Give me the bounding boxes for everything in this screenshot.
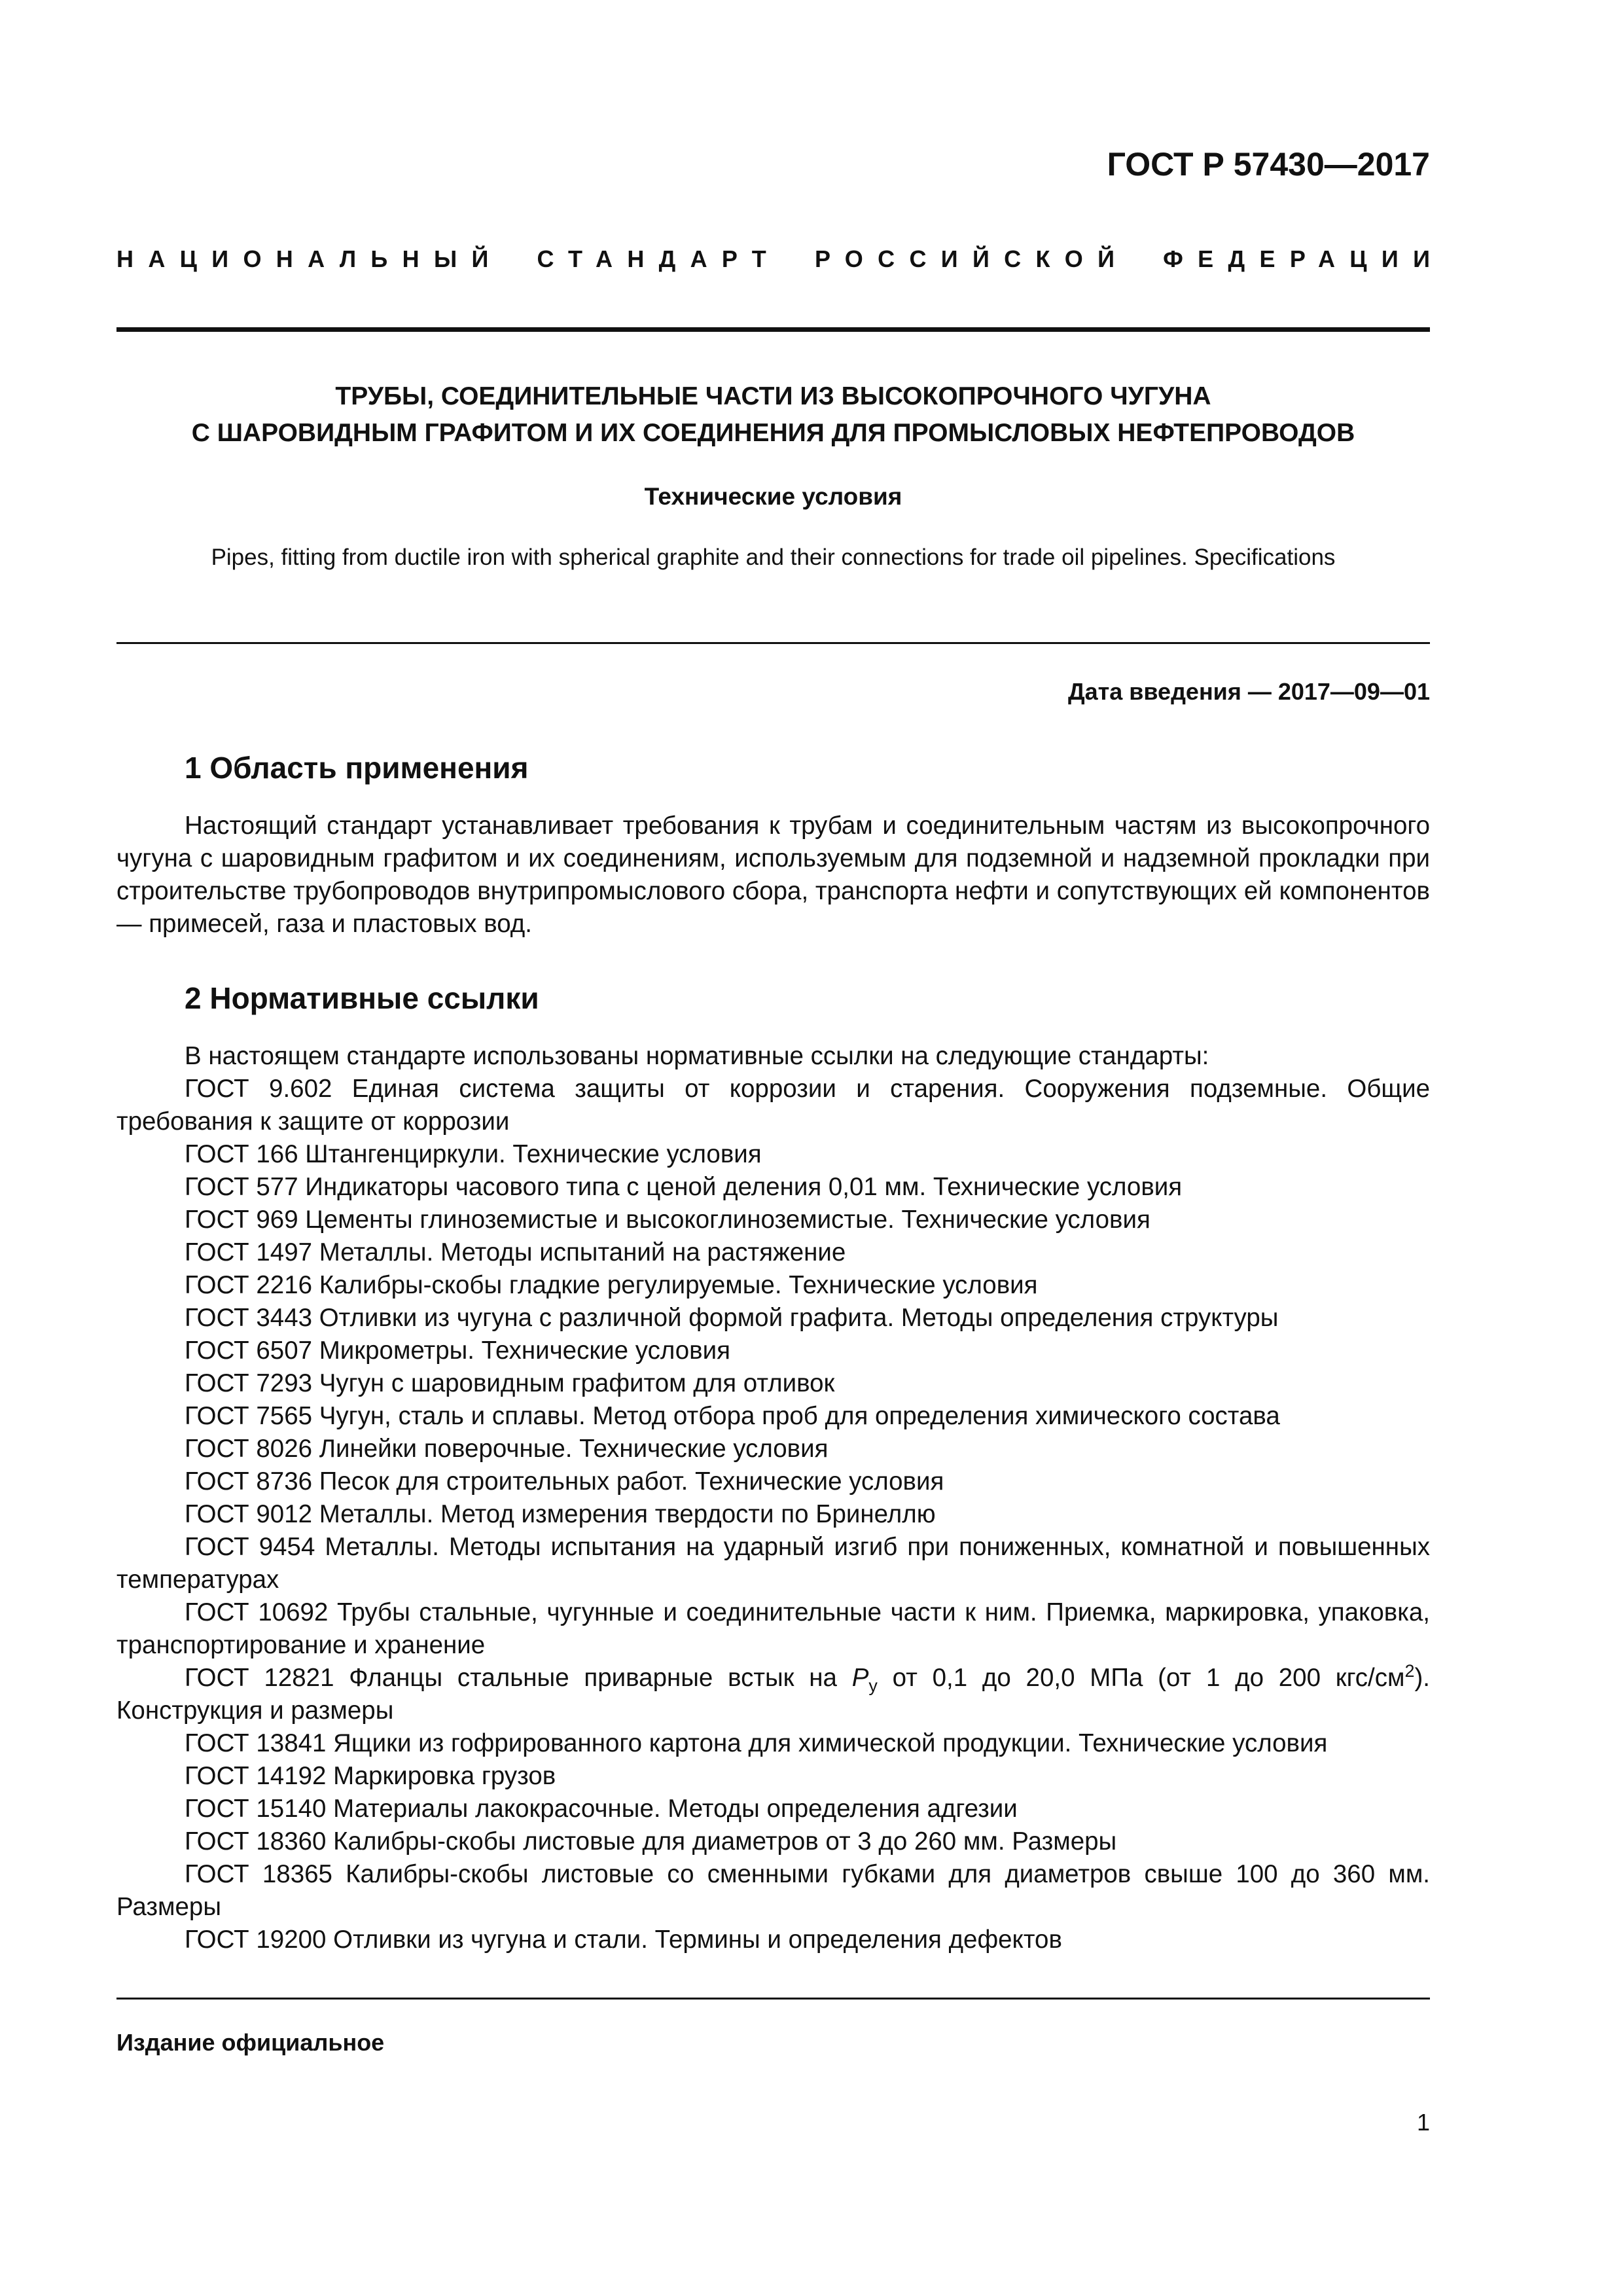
- reference-item: ГОСТ 15140 Материалы лакокрасочные. Методы определения адгезии: [185, 1795, 1018, 1823]
- banner-word: НАЦИОНАЛЬНЫЙ: [116, 245, 503, 272]
- reference-item: ГОСТ 7293 Чугун с шаровидным графитом для отливок: [185, 1369, 835, 1397]
- footer-divider: [116, 1998, 1430, 2000]
- reference-item: ГОСТ 1497 Металлы. Методы испытаний на растяжение: [185, 1238, 846, 1266]
- ref-12821-mid: от 0,1 до 20,0 МПа (от 1 до 200 кгс/см: [877, 1664, 1405, 1692]
- ref-12821-post: ). Конструкция и размеры: [116, 1664, 1430, 1725]
- page-number: 1: [1416, 2109, 1430, 2136]
- reference-item: ГОСТ 969 Цементы глиноземистые и высокоглиноземистые. Технические условия: [185, 1206, 1150, 1234]
- section-2-body: [116, 1040, 1430, 1956]
- reference-item: ГОСТ 166 Штангенциркули. Технические условия: [185, 1140, 762, 1168]
- reference-item: ГОСТ 14192 Маркировка грузов: [185, 1762, 556, 1790]
- banner-word: СТАНДАРТ: [537, 245, 781, 272]
- reference-item: ГОСТ 6507 Микрометры. Технические условия: [185, 1336, 730, 1365]
- reference-item: ГОСТ 9.602 Единая система защиты от коррозии и старения. Сооружения подземные. Общие требования к защите от коррозии: [116, 1075, 1430, 1136]
- pressure-subscript: у: [868, 1676, 878, 1696]
- reference-item: ГОСТ 18365 Калибры-скобы листовые со сменными губками для диаметров свыше 100 до 360 мм. Размеры: [116, 1860, 1430, 1921]
- standard-number: ГОСТ Р 57430—2017: [1107, 146, 1430, 183]
- section-1-heading: 1 Область применения: [185, 751, 529, 785]
- reference-item: ГОСТ 3443 Отливки из чугуна с различной формой графита. Методы определения структуры: [185, 1304, 1279, 1332]
- reference-item: ГОСТ 8026 Линейки поверочные. Технические условия: [185, 1435, 829, 1463]
- pressure-symbol: P: [851, 1664, 869, 1692]
- english-title: Pipes, fitting from ductile iron with spherical graphite and their connections for trade oil pipelines. Specifications: [211, 545, 1336, 570]
- reference-item: ГОСТ 18360 Калибры-скобы листовые для диаметров от 3 до 260 мм. Размеры: [185, 1827, 1117, 1856]
- references-intro: В настоящем стандарте использованы нормативные ссылки на следующие стандарты:: [185, 1042, 1209, 1070]
- reference-item: ГОСТ 2216 Калибры-скобы гладкие регулируемые. Технические условия: [185, 1271, 1038, 1299]
- banner-word: РОССИЙСКОЙ: [814, 245, 1130, 272]
- title-divider: [116, 642, 1430, 644]
- section-1-body: [116, 810, 1430, 941]
- section-1-paragraph: Настоящий стандарт устанавливает требования к трубам и соединительным частям из высокопрочного чугуна с шаровидным графитом и их соединениям, используемым для подземной и надземной прокладки при строительстве трубопроводов внутрипромыслового сбора, транспорта нефти и сопутствующих ей компонентов — примесей, газа и пластовых вод.: [116, 812, 1430, 938]
- reference-item: ГОСТ 8736 Песок для строительных работ. Технические условия: [185, 1467, 944, 1496]
- official-edition-label: Издание официальное: [116, 2029, 385, 2056]
- national-standard-banner: [116, 245, 1445, 273]
- banner-word: ФЕДЕРАЦИИ: [1163, 245, 1445, 272]
- top-divider: [116, 327, 1430, 332]
- reference-item: ГОСТ 7565 Чугун, сталь и сплавы. Метод отбора проб для определения химического состава: [185, 1402, 1280, 1430]
- document-title: [116, 378, 1430, 452]
- reference-item: ГОСТ 19200 Отливки из чугуна и стали. Термины и определения дефектов: [185, 1926, 1062, 1954]
- ref-12821-pre: ГОСТ 12821 Фланцы стальные приварные встык на: [185, 1664, 852, 1692]
- title-line-2: С ШАРОВИДНЫМ ГРАФИТОМ И ИХ СОЕДИНЕНИЯ ДЛЯ ПРОМЫСЛОВЫХ НЕФТЕПРОВОДОВ: [191, 419, 1355, 447]
- unit-superscript: 2: [1404, 1661, 1415, 1681]
- section-2-heading: 2 Нормативные ссылки: [185, 981, 539, 1015]
- reference-item-12821: [116, 1662, 1430, 1727]
- reference-item: ГОСТ 577 Индикаторы часового типа с ценой деления 0,01 мм. Технические условия: [185, 1173, 1183, 1201]
- reference-item: ГОСТ 10692 Трубы стальные, чугунные и соединительные части к ним. Приемка, маркировка, упаковка, транспортирование и хранение: [116, 1598, 1430, 1659]
- reference-item: ГОСТ 9012 Металлы. Метод измерения твердости по Бринеллю: [185, 1500, 936, 1528]
- introduction-date: Дата введения — 2017—09—01: [1067, 678, 1430, 705]
- title-line-1: ТРУБЫ, СОЕДИНИТЕЛЬНЫЕ ЧАСТИ ИЗ ВЫСОКОПРОЧНОГО ЧУГУНА: [335, 382, 1211, 410]
- document-subtitle: Технические условия: [644, 483, 902, 510]
- reference-item: ГОСТ 13841 Ящики из гофрированного картона для химической продукции. Технические условия: [185, 1729, 1328, 1757]
- reference-item: ГОСТ 9454 Металлы. Методы испытания на ударный изгиб при пониженных, комнатной и повышенных температурах: [116, 1533, 1430, 1594]
